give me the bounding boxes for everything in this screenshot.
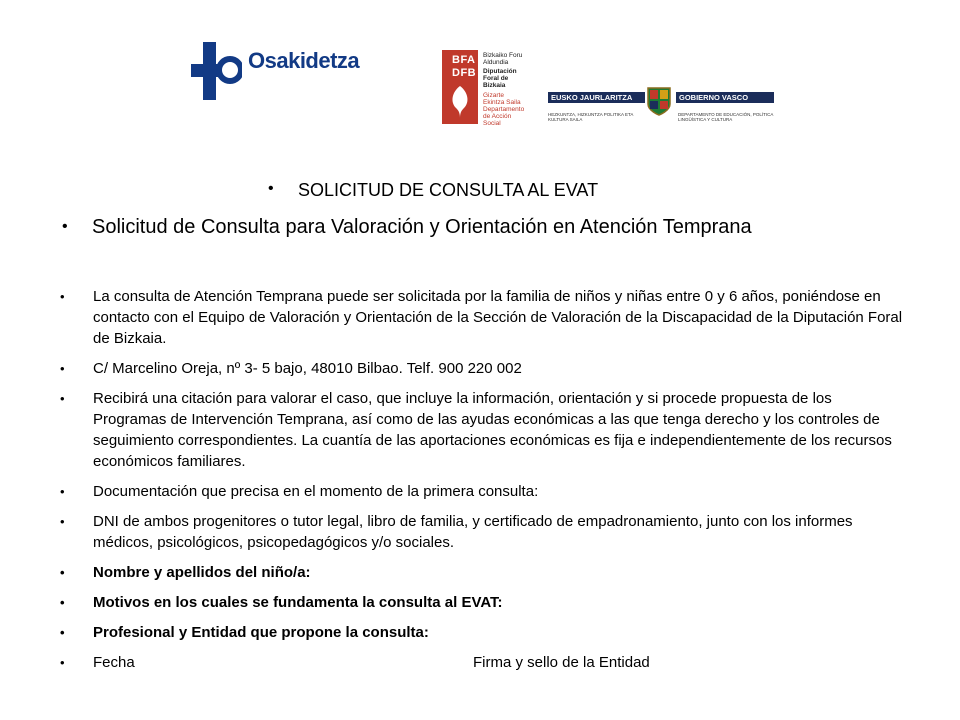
osakidetza-logo (190, 40, 370, 102)
title-2-bullet: • (62, 218, 68, 235)
bfa-org-spanish: Diputación Foral de Bizkaia (483, 68, 517, 89)
info-bullet-list (93, 286, 908, 682)
date-label: Fecha (93, 654, 135, 671)
gobierno-vasco-bar: GOBIERNO VASCO (676, 92, 774, 103)
signature-label: Firma y sello de la Entidad (473, 654, 650, 671)
bullet-documentation-list: • DNI de ambos progenitores o tutor legal, libro de familia, y certificado de empadronamiento, junto con los informes médicos, psicológicos, psicopedagógicos y/o sociales. (93, 511, 908, 553)
bfa-dept-basque: Gizarte Ekintza Saila (483, 92, 521, 106)
eusko-dept-spanish: DEPARTAMENTO DE EDUCACIÓN, POLÍTICA LINGÜÍSTICA Y CULTURA (678, 112, 774, 122)
bullet-reasons: • Motivos en los cuales se fundamenta la consulta al EVAT: (93, 592, 908, 613)
page-subtitle: Solicitud de Consulta para Valoración y Orientación en Atención Temprana (92, 216, 752, 238)
bfa-dfb-logo (434, 48, 530, 128)
title-1-bullet: • (268, 180, 274, 197)
osakidetza-cross-icon (190, 40, 242, 102)
bullet-documentation-heading: • Documentación que precisa en el momento de la primera consulta: (93, 481, 908, 502)
eusko-dept-basque: HEZKUNTZA, HIZKUNTZA POLITIKA ETA KULTURA SAILA (548, 112, 634, 122)
page-title: SOLICITUD DE CONSULTA AL EVAT (298, 180, 599, 200)
bfa-org-basque: Bizkaiko Foru Aldundia (483, 52, 523, 66)
bullet-professional: • Profesional y Entidad que propone la consulta: (93, 622, 908, 643)
osakidetza-wordmark: Osakidetza (248, 48, 360, 73)
bfa-red-block (442, 50, 478, 124)
bullet-request-info: • La consulta de Atención Temprana puede ser solicitada por la familia de niños y niñas entre 0 y 6 años, poniéndose en contacto con el Equipo de Valoración y Orientación de la Sección de Valoración de la Discapacidad de la Diputación Foral de Bizkaia. (93, 286, 908, 349)
bfa-line-1: BFA (452, 54, 476, 66)
bullet-child-name: • Nombre y apellidos del niño/a: (93, 562, 908, 583)
bullet-address: • C/ Marcelino Oreja, nº 3- 5 bajo, 48010 Bilbao. Telf. 900 220 002 (93, 358, 908, 379)
bullet-date-signature (93, 652, 908, 673)
bullet-appointment: • Recibirá una citación para valorar el caso, que incluye la información, orientación y si procede propuesta de los Programas de Intervención Temprana, así como de las ayudas económicas a las que tenga derecho y los controles de seguimiento correspondientes. La cuantía de las aportaciones económicas es fija e independientemente de los recursos económicos familiares. (93, 388, 908, 472)
bfa-tree-icon (442, 82, 478, 122)
coat-of-arms-icon (646, 86, 672, 116)
bfa-dept-spanish: Departamento de Acción Social (483, 106, 525, 127)
gobierno-vasco-logo (548, 84, 774, 128)
eusko-jaurlaritza-bar: EUSKO JAURLARITZA (548, 92, 645, 103)
bfa-line-2: DFB (452, 67, 477, 79)
